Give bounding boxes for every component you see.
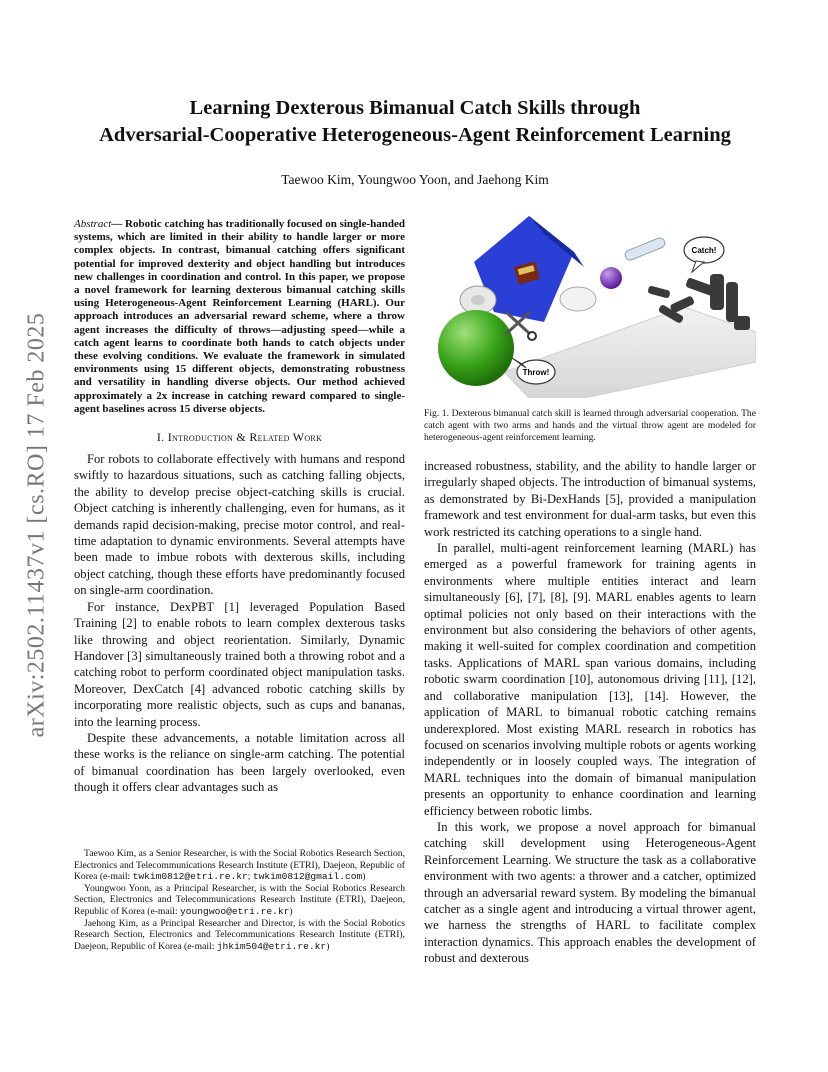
catch-label: Catch!	[691, 246, 717, 255]
egg-object	[560, 287, 596, 311]
intro-paragraph-2: For instance, DexPBT [1] leveraged Population Based Training [2] to enable robots to learn complex dexterous tasks like throwing and object reorientation. Similarly, Dynamic Handover [3] simultaneously trained both a throwing robot and a catching robot to perform coordinated object manipulation tasks. Moreover, DexCatch [4] advanced robotic catching skills by incorporating more realistic objects, such as cups and bananas, into the learning process.	[74, 599, 405, 729]
footnotes	[74, 848, 405, 952]
abstract-text: Robotic catching has traditionally focused on single-handed systems, which are limited in their ability to handle larger or more complex objects. In contrast, bimanual catching offers significant potential for improved dexterity and object handling but introduces new challenges in coordination and control. In this paper, we propose a novel framework for learning dexterous bimanual catching skills using Heterogeneous-Agent Reinforcement Learning (HARL). Our approach introduces an adversarial reward scheme, where a throw agent increases the difficulty of throws—adjusting speed—while a catch agent learns to coordinate both hands to catch objects under these evolving conditions. We evaluate the framework in simulated environments using 15 different objects, demonstrating robustness and versatility in handling diverse objects. Our method achieved approximately a 2x increase in catching reward compared to single-agent baselines across 15 diverse objects.	[74, 218, 406, 415]
email-link[interactable]: twkim0812@etri.re.kr	[132, 871, 248, 883]
intro-paragraph-1: For robots to collaborate effectively with humans and respond swiftly to hazardous situations, such as catching falling objects, the ability to develop precise object-catching skills is crucial. Object catching is inherently challenging, even for humans, as it demands rapid decision-making, precise motor control, and real-time adaptation to dynamic environments. Several attempts have been made to imbue robots with dexterous skills, including object catching, though these efforts have predominantly focused on single-arm coordination.	[74, 452, 405, 598]
figure-1-caption: Fig. 1. Dexterous bimanual catch skill is learned through adversarial cooperation. The catch agent with two arms and hands and the virtual throw agent are modeled for heterogeneous-agent reinforcement learning.	[424, 408, 756, 443]
intro-paragraph-3: Despite these advancements, a notable limitation across all these works is the reliance on single-arm catching. The potential of bimanual coordination has been largely overlooked, even though it offers clear advantages such as	[74, 730, 405, 795]
email-separator: ;	[247, 871, 253, 883]
right-paragraph-3: In this work, we propose a novel approach for bimanual catching skill development using Heterogeneous-Agent Reinforcement Learning. We structure the task as a collaborative environment with two agents: a thrower and a catcher, optimized through an adversarial reward system. By modeling the bimanual catcher as a single agent and introducing a virtual thrower agent, we harness the strengths of HARL to facilitate complex interaction dynamics. This approach enables the development of robust and dexterous	[424, 819, 756, 966]
bottle-object	[624, 236, 667, 261]
paper-title	[70, 95, 760, 149]
footnote-close: )	[362, 871, 366, 883]
email-link[interactable]: twkim0812@gmail.com	[252, 871, 363, 883]
footnote-yoon-text: Youngwoo Yoon, as a Principal Researcher, is with the Social Robotics Research Section, Electronics and Telecommunications Research Institute (ETRI), Daejeon, Republic of Korea (e-mail:	[74, 882, 405, 917]
footnote-yoon	[74, 883, 405, 918]
throw-label: Throw!	[522, 368, 550, 377]
green-ball	[438, 310, 514, 386]
footnote-jkim	[74, 918, 405, 953]
right-column	[424, 458, 756, 967]
footnote-kim-text: Taewoo Kim, as a Senior Researcher, is with the Social Robotics Research Section, Electronics and Telecommunications Research Institute (ETRI), Daejeon, Republic of Korea (e-mail:	[74, 848, 405, 883]
catch-speech-bubble	[684, 237, 724, 272]
title-line-2: Adversarial-Cooperative Heterogeneous-Agent Reinforcement Learning	[99, 124, 731, 146]
figure-1-illustration	[434, 212, 756, 398]
arxiv-identifier: arXiv:2502.11437v1 [cs.RO] 17 Feb 2025	[23, 312, 50, 738]
title-line-1: Learning Dexterous Bimanual Catch Skills through	[189, 97, 641, 119]
footnote-close: )	[289, 905, 293, 917]
footnote-kim	[74, 848, 405, 883]
abstract-lead: Abstract	[74, 218, 112, 230]
abstract	[74, 218, 405, 416]
right-paragraph-2: In parallel, multi-agent reinforcement learning (MARL) has emerged as a powerful framework for training agents in environments where multiple entities interact and learn simultaneously [6], [7], [8], [9]. MARL enables agents to learn optimal policies not only based on their interactions with the environment but also considering the behaviors of other agents, making it well-suited for complex coordination and competition tasks. Applications of MARL span various domains, including robotic swarm coordination [10], autonomous driving [11], [12], and collaborative manipulation [13], [14]. However, the application of MARL to bimanual robotic catching remains underexplored. Most existing MARL research in robotics has focused on scenarios involving multiple robots or agents working independently or in loosely coupled ways. The integration of MARL techniques into the domain of bimanual manipulation presents an opportunity to enhance coordination and learning efficiency between robotic limbs.	[424, 541, 756, 818]
arxiv-sidebar	[22, 290, 52, 760]
right-paragraph-1: increased robustness, stability, and the ability to handle larger or irregularly shaped objects. The introduction of bimanual systems, as demonstrated by Bi-DexHands [5], provided a manipulation framework and test environment for dual-arm tasks, but even this work restricted its catching operations to a single hand.	[424, 459, 756, 539]
purple-ball	[600, 267, 622, 289]
section-heading: I. Introduction & Related Work	[156, 430, 323, 445]
footnote-jkim-text: Jaehong Kim, as a Principal Researcher and Director, is with the Social Robotics Research Section, Electronics and Telecommunications Research Institute (ETRI), Daejeon, Republic of Korea (e-mail:	[74, 917, 405, 952]
email-link[interactable]: youngwoo@etri.re.kr	[180, 905, 290, 917]
author-list: Taewoo Kim, Youngwoo Yoon, and Jaehong Kim	[281, 172, 549, 187]
left-column	[74, 218, 405, 796]
abstract-dash: —	[111, 218, 126, 230]
email-link[interactable]: jhkim504@etri.re.kr	[216, 940, 327, 952]
footnote-close: )	[326, 940, 330, 952]
